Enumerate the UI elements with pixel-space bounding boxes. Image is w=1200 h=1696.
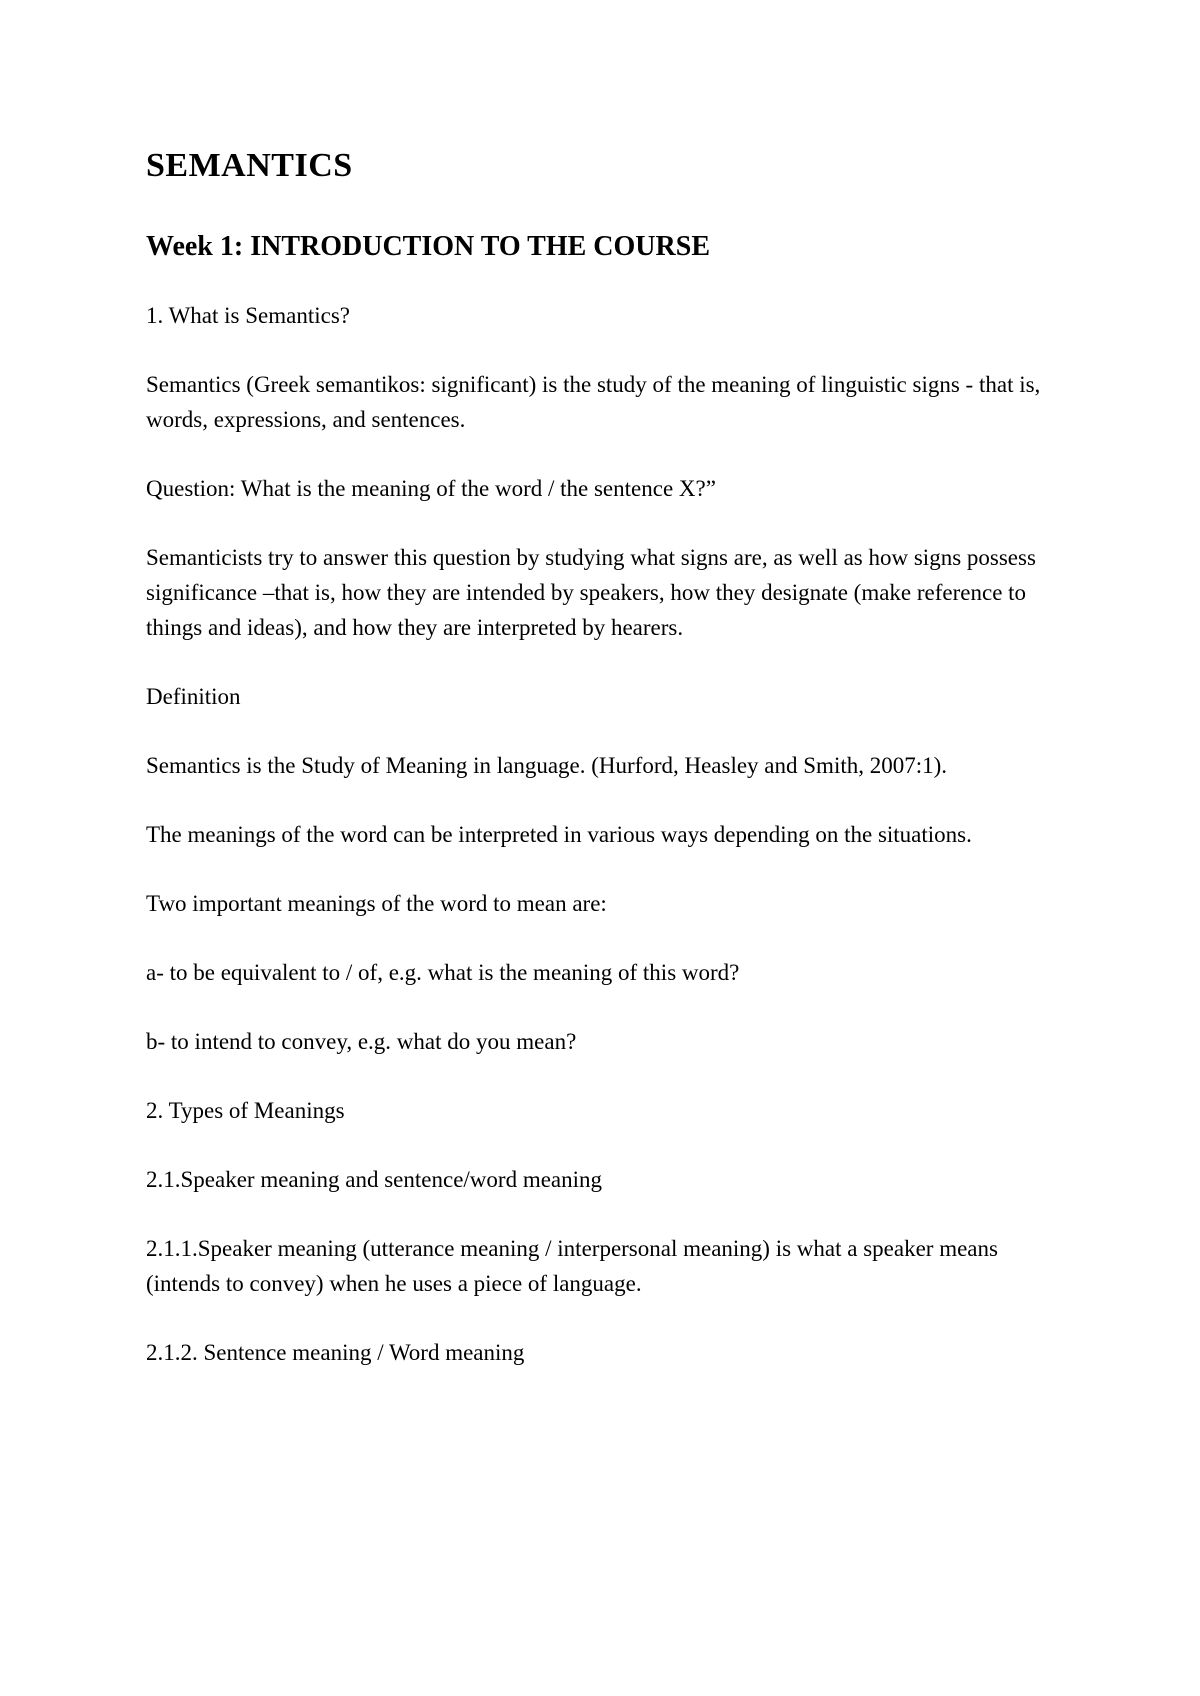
document-title: SEMANTICS bbox=[146, 147, 353, 184]
paragraph-two-meanings: Two important meanings of the word to mean are: bbox=[146, 891, 607, 916]
subsection-heading-2-1: 2.1.Speaker meaning and sentence/word meaning bbox=[146, 1167, 603, 1192]
section-heading-what-is-semantics: 1. What is Semantics? bbox=[146, 303, 350, 328]
section-heading-types-of-meanings: 2. Types of Meanings bbox=[146, 1098, 345, 1123]
week-heading: Week 1: INTRODUCTION TO THE COURSE bbox=[146, 231, 710, 262]
document-body bbox=[146, 146, 1066, 1404]
list-item-b: b- to intend to convey, e.g. what do you mean? bbox=[146, 1029, 577, 1054]
subsection-heading-2-1-2: 2.1.2. Sentence meaning / Word meaning bbox=[146, 1340, 525, 1365]
paragraph-definition: Semantics is the Study of Meaning in language. (Hurford, Heasley and Smith, 2007:1). bbox=[146, 753, 948, 778]
paragraph-semanticists: Semanticists try to answer this question by studying what signs are, as well as how signs possess significance –that is, how they are intended by speakers, how they designate (make reference to things and ideas), and how they are interpreted by hearers. bbox=[146, 545, 1036, 640]
paragraph-speaker-meaning: 2.1.1.Speaker meaning (utterance meaning / interpersonal meaning) is what a speaker means (intends to convey) when he uses a piece of language. bbox=[146, 1236, 998, 1296]
label-definition: Definition bbox=[146, 684, 241, 709]
list-item-a: a- to be equivalent to / of, e.g. what is the meaning of this word? bbox=[146, 960, 740, 985]
paragraph-interpretation: The meanings of the word can be interpreted in various ways depending on the situations. bbox=[146, 822, 972, 847]
paragraph-question: Question: What is the meaning of the word / the sentence X?” bbox=[146, 476, 716, 501]
paragraph-semantics-origin: Semantics (Greek semantikos: significant) is the study of the meaning of linguistic signs - that is, words, expressions, and sentences. bbox=[146, 372, 1041, 432]
